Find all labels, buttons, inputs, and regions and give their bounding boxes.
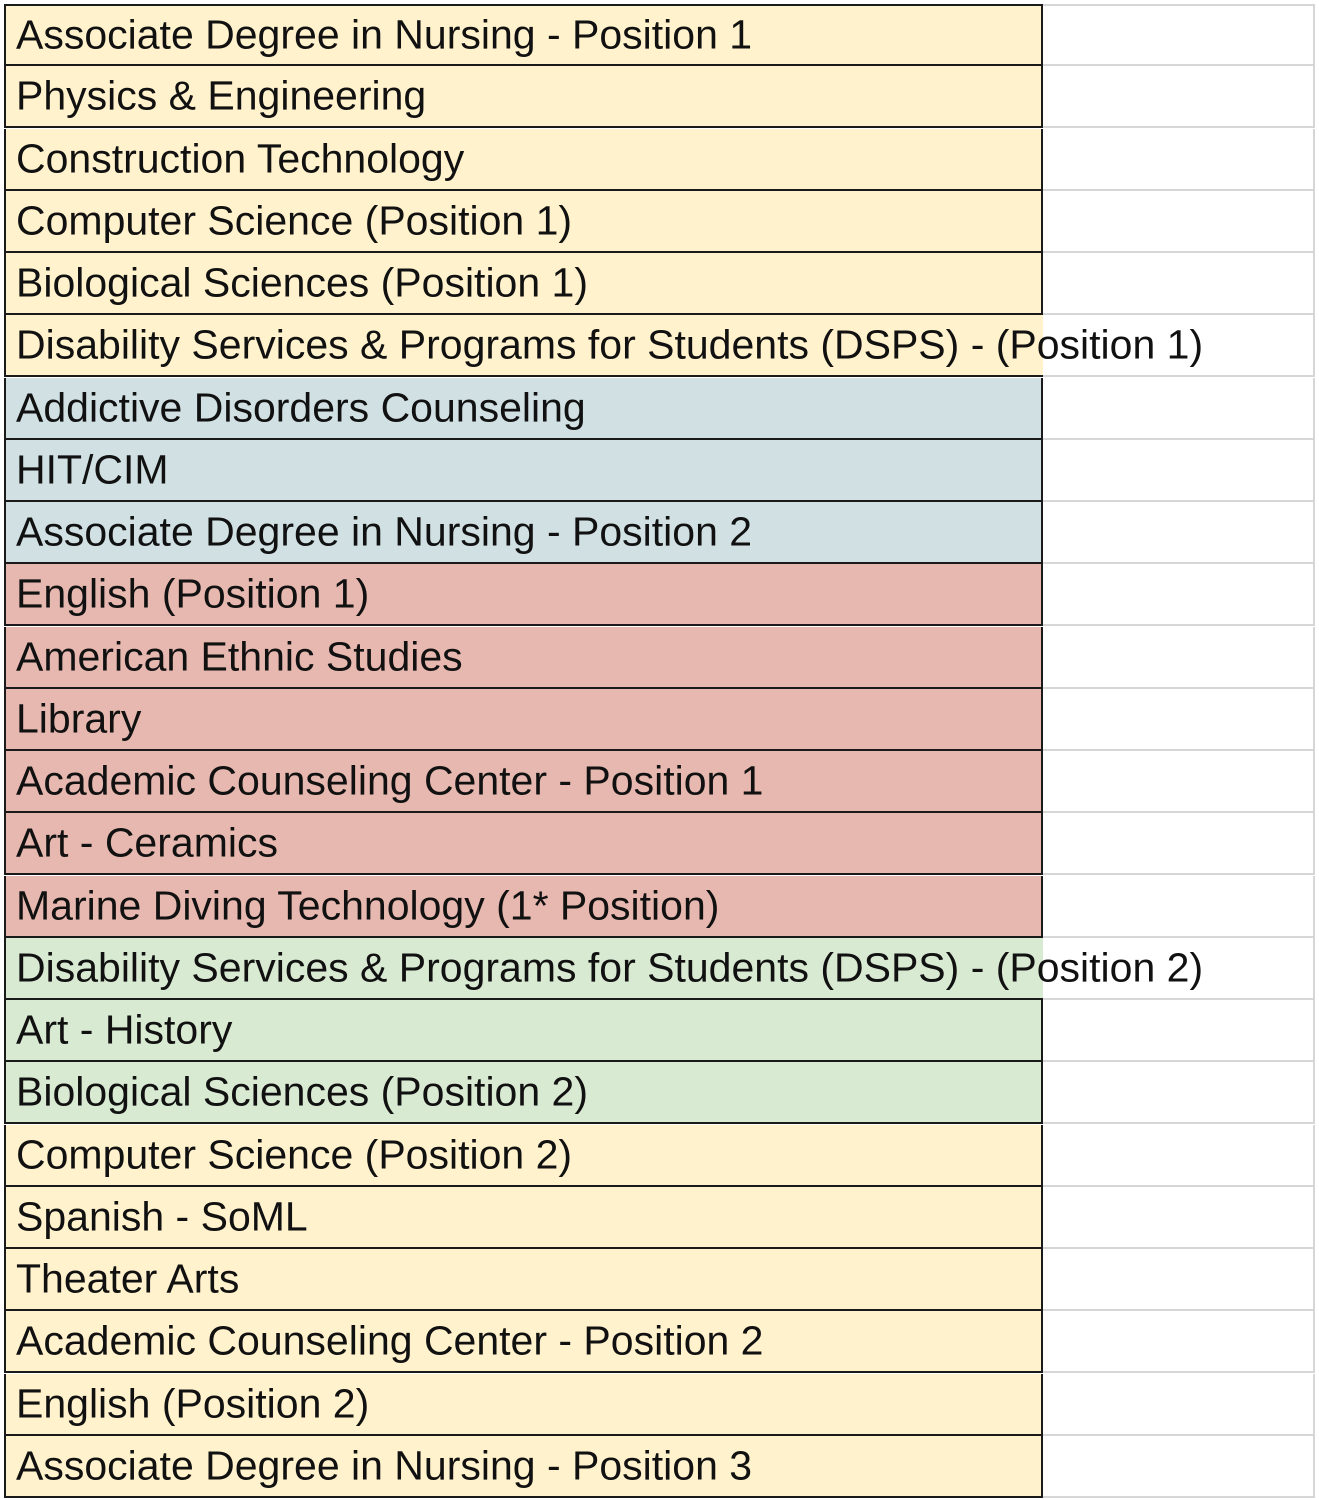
department-label: Academic Counseling Center - Position 2 [16, 1317, 764, 1364]
department-cell[interactable] [4, 1062, 1043, 1124]
sheet-row [0, 66, 1319, 128]
department-label: Construction Technology [16, 135, 465, 181]
department-label: Associate Degree in Nursing - Position 1 [16, 11, 753, 58]
empty-cell[interactable] [1043, 66, 1315, 128]
department-cell[interactable] [4, 440, 1043, 502]
department-label: Academic Counseling Center - Position 1 [16, 757, 764, 804]
department-cell[interactable] [4, 938, 1204, 1000]
department-label: Theater Arts [16, 1255, 240, 1302]
department-label: Library [16, 695, 142, 742]
department-label: Art - Ceramics [16, 819, 278, 866]
department-label: Associate Degree in Nursing - Position 2 [16, 508, 753, 555]
department-cell[interactable] [4, 315, 1204, 377]
department-cell[interactable] [4, 564, 1043, 626]
department-cell[interactable] [4, 1125, 1043, 1187]
empty-cell[interactable] [1043, 1062, 1315, 1124]
department-cell[interactable] [4, 627, 1043, 689]
department-cell[interactable] [4, 66, 1043, 128]
empty-cell[interactable] [1043, 440, 1315, 502]
empty-cell[interactable] [1043, 564, 1315, 626]
sheet-row [0, 253, 1319, 315]
department-label: Biological Sciences (Position 1) [16, 259, 588, 306]
department-cell[interactable] [4, 191, 1043, 253]
department-cell[interactable] [4, 751, 1043, 813]
department-cell[interactable] [4, 129, 1043, 191]
empty-cell[interactable] [1043, 1187, 1315, 1249]
empty-cell[interactable] [1043, 378, 1315, 440]
sheet-row [0, 315, 1319, 377]
empty-cell[interactable] [1043, 1249, 1315, 1311]
department-label: Disability Services & Programs for Students (DSPS) - (Position 2) [16, 944, 1204, 991]
sheet-row [0, 1187, 1319, 1249]
department-cell[interactable] [4, 1311, 1043, 1373]
sheet-row [0, 1249, 1319, 1311]
empty-cell[interactable] [1043, 1436, 1315, 1498]
department-label: Associate Degree in Nursing - Position 3 [16, 1442, 753, 1489]
empty-cell[interactable] [1043, 191, 1315, 253]
sheet-row [0, 751, 1319, 813]
empty-cell[interactable] [1043, 4, 1315, 66]
empty-cell[interactable] [1043, 627, 1315, 689]
department-cell[interactable] [4, 253, 1043, 315]
sheet-row [0, 564, 1319, 626]
empty-cell[interactable] [1043, 1374, 1315, 1436]
department-label: American Ethnic Studies [16, 633, 463, 679]
department-label: HIT/CIM [16, 446, 169, 493]
sheet-row [0, 1062, 1319, 1124]
sheet-row [0, 627, 1319, 689]
sheet-row [0, 502, 1319, 564]
department-cell[interactable] [4, 876, 1043, 938]
sheet-row [0, 938, 1319, 1000]
department-label: English (Position 2) [16, 1380, 370, 1426]
department-cell[interactable] [4, 813, 1043, 875]
empty-cell[interactable] [1043, 1000, 1315, 1062]
empty-cell[interactable] [1043, 751, 1315, 813]
department-label: Computer Science (Position 2) [16, 1131, 573, 1177]
department-cell[interactable] [4, 1000, 1043, 1062]
department-cell[interactable] [4, 1436, 1043, 1498]
sheet-row [0, 689, 1319, 751]
sheet-row [0, 4, 1319, 66]
sheet-row [0, 378, 1319, 440]
empty-cell[interactable] [1043, 253, 1315, 315]
sheet-row [0, 1436, 1319, 1498]
department-cell[interactable] [4, 1374, 1043, 1436]
department-label: Disability Services & Programs for Students (DSPS) - (Position 1) [16, 321, 1204, 368]
department-cell[interactable] [4, 502, 1043, 564]
sheet-row [0, 1311, 1319, 1373]
department-label: Addictive Disorders Counseling [16, 384, 586, 430]
empty-cell[interactable] [1043, 876, 1315, 938]
department-label: Physics & Engineering [16, 72, 427, 119]
department-label: Computer Science (Position 1) [16, 197, 573, 244]
department-label: Biological Sciences (Position 2) [16, 1068, 588, 1115]
department-cell[interactable] [4, 378, 1043, 440]
empty-cell[interactable] [1043, 813, 1315, 875]
sheet-row [0, 129, 1319, 191]
empty-cell[interactable] [1043, 1125, 1315, 1187]
sheet-row [0, 1374, 1319, 1436]
department-cell[interactable] [4, 689, 1043, 751]
sheet-row [0, 813, 1319, 875]
department-cell[interactable] [4, 1249, 1043, 1311]
department-cell[interactable] [4, 1187, 1043, 1249]
department-label: Spanish - SoML [16, 1193, 308, 1240]
sheet-row [0, 191, 1319, 253]
department-label: Marine Diving Technology (1* Position) [16, 882, 720, 928]
sheet-row [0, 876, 1319, 938]
sheet-row [0, 1125, 1319, 1187]
department-cell[interactable] [4, 4, 1043, 66]
department-label: Art - History [16, 1006, 233, 1053]
department-label: English (Position 1) [16, 570, 370, 617]
empty-cell[interactable] [1043, 129, 1315, 191]
empty-cell[interactable] [1043, 1311, 1315, 1373]
sheet-row [0, 1000, 1319, 1062]
empty-cell[interactable] [1043, 689, 1315, 751]
sheet-row [0, 440, 1319, 502]
empty-cell[interactable] [1043, 502, 1315, 564]
